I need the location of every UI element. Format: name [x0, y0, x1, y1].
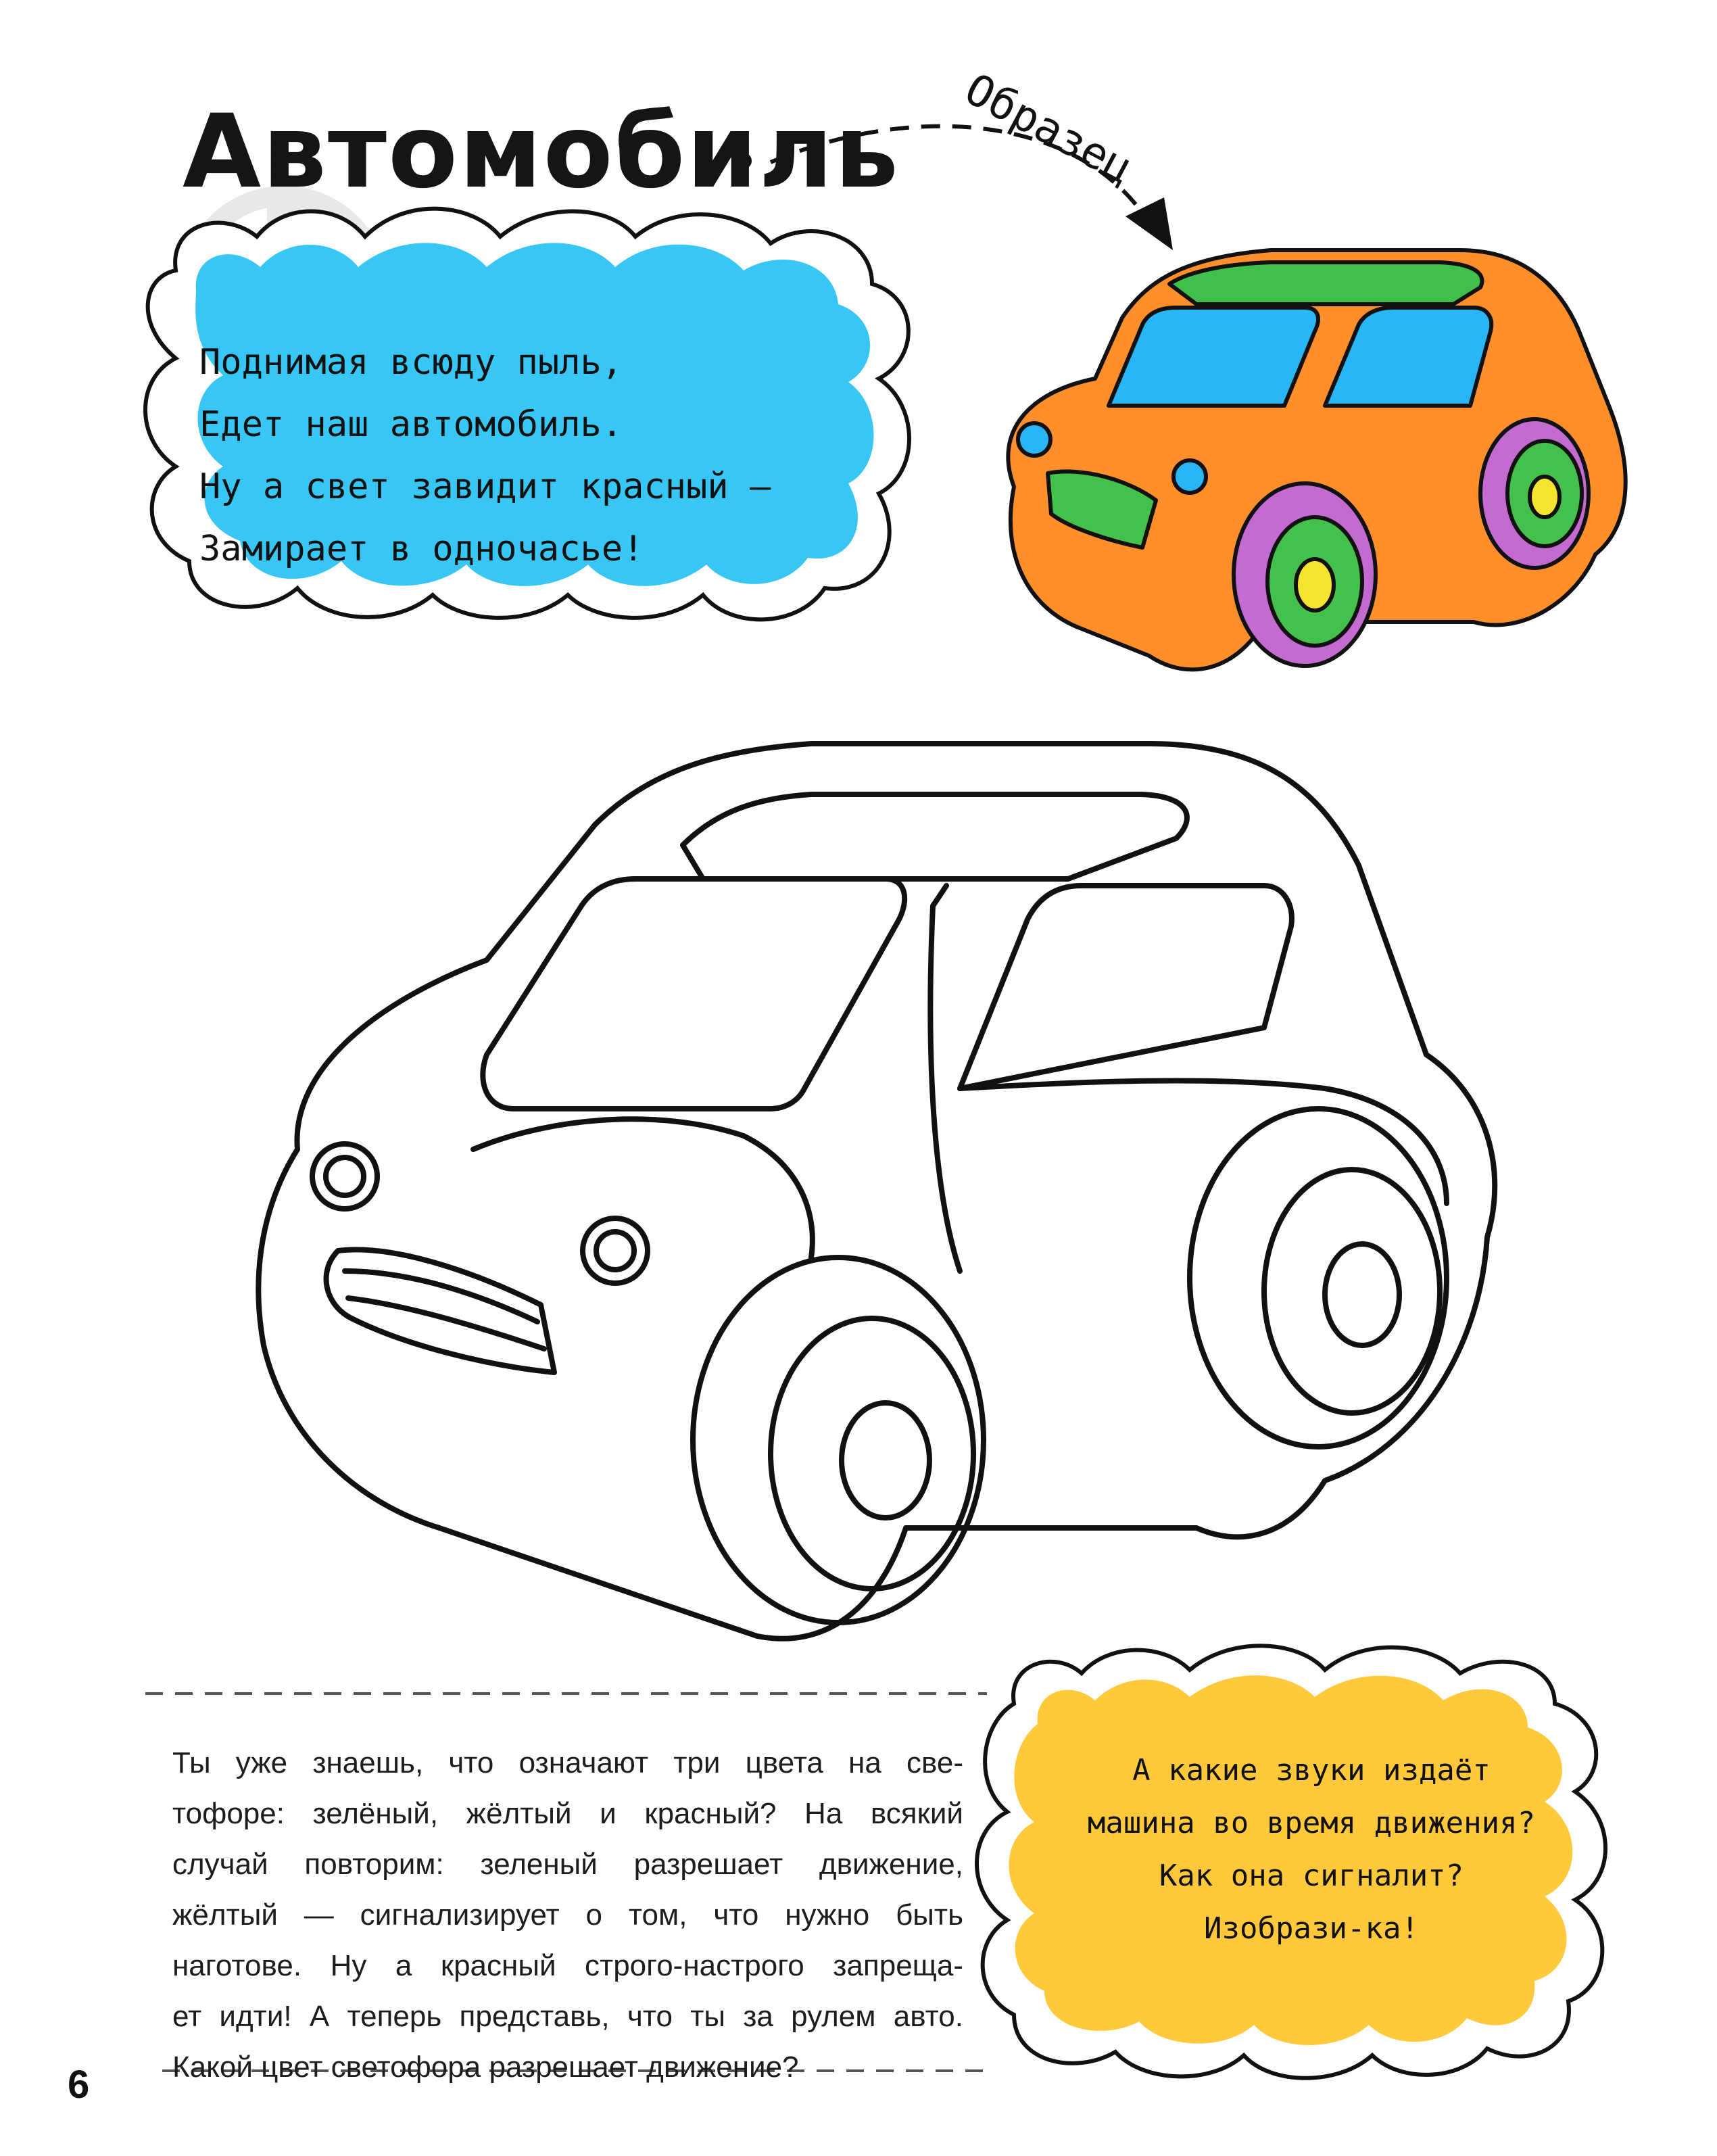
arrow-head — [1126, 197, 1173, 250]
page-title: Автомобиль — [183, 93, 900, 211]
info-line: Какой цвет светофора разрешает движение? — [172, 2051, 799, 2084]
info-line: Ты уже знаешь, что означают три цвета на све- — [172, 1746, 963, 1779]
question-line: Изобрази-ка! — [1204, 1911, 1419, 1946]
sample-car — [1008, 250, 1625, 669]
info-line: жёлтый — сигнализирует о том, что нужно быть — [172, 1898, 963, 1932]
poem-line: Едет наш автомобиль. — [199, 404, 623, 445]
info-paragraph — [172, 1738, 963, 2092]
page-number: 6 — [68, 2063, 90, 2107]
question-line: А какие звуки издаёт — [1132, 1753, 1491, 1788]
info-line: тофоре: зелёный, жёлтый и красный? На всякий — [172, 1797, 963, 1830]
info-line: наготове. Ну а красный строго-настрого запреща- — [172, 1949, 963, 1982]
info-line: ет идти! А теперь представь, что ты за рулем авто. — [172, 2000, 963, 2033]
poem-line: Поднимая всюду пыль, — [199, 342, 623, 383]
question-line: машина во время движения? — [1087, 1806, 1536, 1840]
question-text — [1027, 1744, 1595, 1955]
poem-line: Ну а свет завидит красный – — [199, 466, 771, 507]
poem — [199, 331, 943, 580]
sample-label: Образец — [957, 64, 1142, 194]
question-line: Как она сигналит? — [1159, 1859, 1464, 1893]
info-line: случай повторим: зеленый разрешает движение, — [172, 1848, 963, 1881]
coloring-car-outline — [258, 744, 1495, 1639]
poem-line: Замирает в одночасье! — [199, 529, 644, 569]
